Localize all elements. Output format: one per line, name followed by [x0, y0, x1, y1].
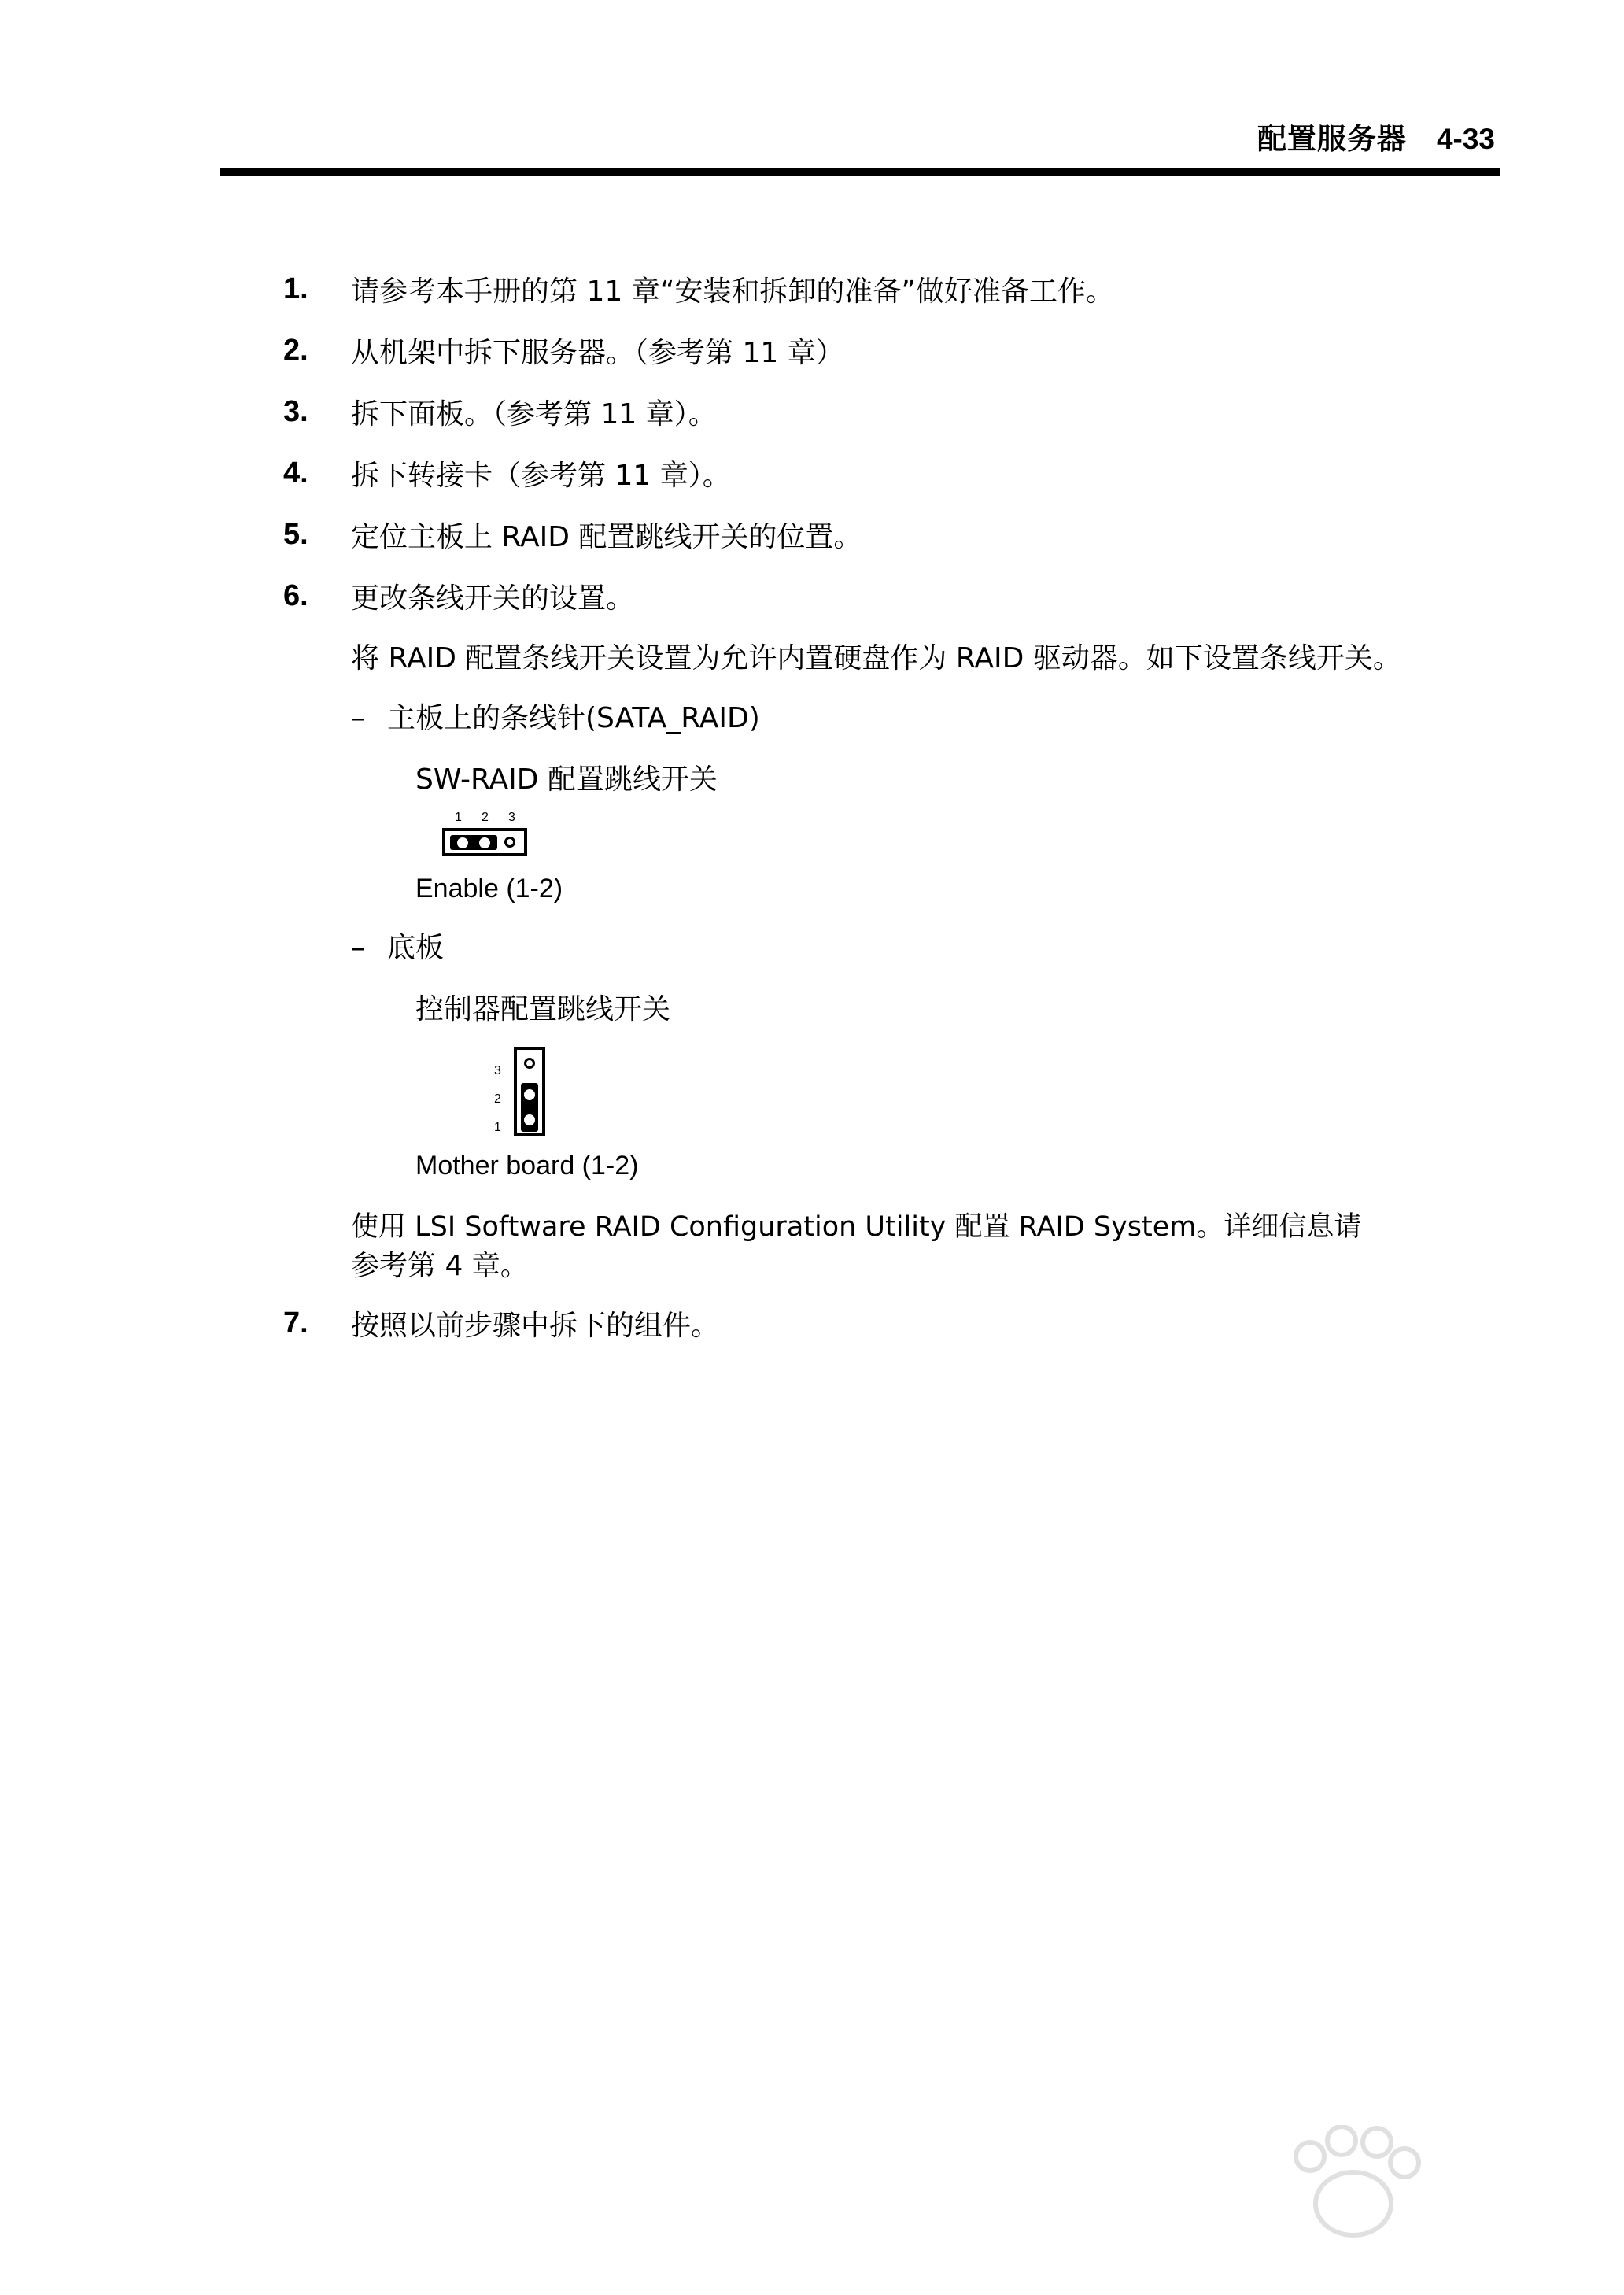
- note-line: 参考第 4 章。: [351, 1250, 529, 1282]
- pin-label: 1: [494, 1121, 501, 1134]
- switch-name: SW-RAID 配置跳线开关: [415, 763, 718, 796]
- step-text: 拆下面板。（参考第 11 章）。: [351, 398, 717, 431]
- step-number: 5.: [283, 518, 308, 551]
- pin-label: 2: [494, 1092, 501, 1106]
- header-rule: [220, 168, 1500, 176]
- jumper-caption: Mother board (1-2): [415, 1151, 639, 1181]
- pin-3: [504, 837, 515, 848]
- step-text: 从机架中拆下服务器。（参考第 11 章）: [351, 337, 844, 369]
- pin-label: 3: [494, 1064, 501, 1077]
- pin-1: [457, 837, 468, 848]
- step6-detail: 将 RAID 配置条线开关设置为允许内置硬盘作为 RAID 驱动器。如下设置条线开关。: [351, 642, 1401, 674]
- step-text: 请参考本手册的第 11 章“安装和拆卸的准备”做好准备工作。: [351, 275, 1114, 308]
- step-text: 定位主板上 RAID 配置跳线开关的位置。: [351, 521, 862, 553]
- step-text: 按照以前步骤中拆下的组件。: [351, 1310, 720, 1342]
- step-text: 拆下转接卡（参考第 11 章）。: [351, 460, 731, 492]
- page-number: 4-33: [1436, 123, 1495, 155]
- step-number: 4.: [283, 456, 308, 490]
- jumper-caption: Enable (1-2): [415, 874, 563, 904]
- watermark-paw-icon: [1149, 2125, 1558, 2267]
- step-number: 3.: [283, 395, 308, 428]
- step-number: 2.: [283, 334, 308, 367]
- item-label: 底板: [387, 932, 445, 964]
- item-bullet: –: [351, 932, 365, 964]
- page-header: [1257, 115, 1495, 157]
- pin-label: 2: [482, 811, 489, 824]
- jumper-horizontal-diagram: [442, 828, 527, 856]
- switch-name: 控制器配置跳线开关: [415, 993, 671, 1026]
- pin-3: [524, 1058, 535, 1069]
- pin-2: [524, 1089, 535, 1100]
- pin-2: [479, 837, 490, 848]
- step-number: 1.: [283, 272, 308, 305]
- step-text: 更改条线开关的设置。: [351, 582, 635, 615]
- jumper-vertical-diagram: [514, 1047, 545, 1136]
- pin-label: 1: [455, 811, 462, 824]
- section-title: 配置服务器: [1257, 123, 1407, 155]
- step-number: 7.: [283, 1306, 308, 1340]
- pin-1: [524, 1114, 535, 1125]
- note-line: 使用 LSI Software RAID Configuration Utility 配置 RAID System。详细信息请: [351, 1211, 1362, 1243]
- item-bullet: –: [351, 702, 365, 734]
- pin-label: 3: [508, 811, 515, 824]
- step-number: 6.: [283, 579, 308, 612]
- item-label: 主板上的条线针(SATA_RAID): [387, 702, 760, 734]
